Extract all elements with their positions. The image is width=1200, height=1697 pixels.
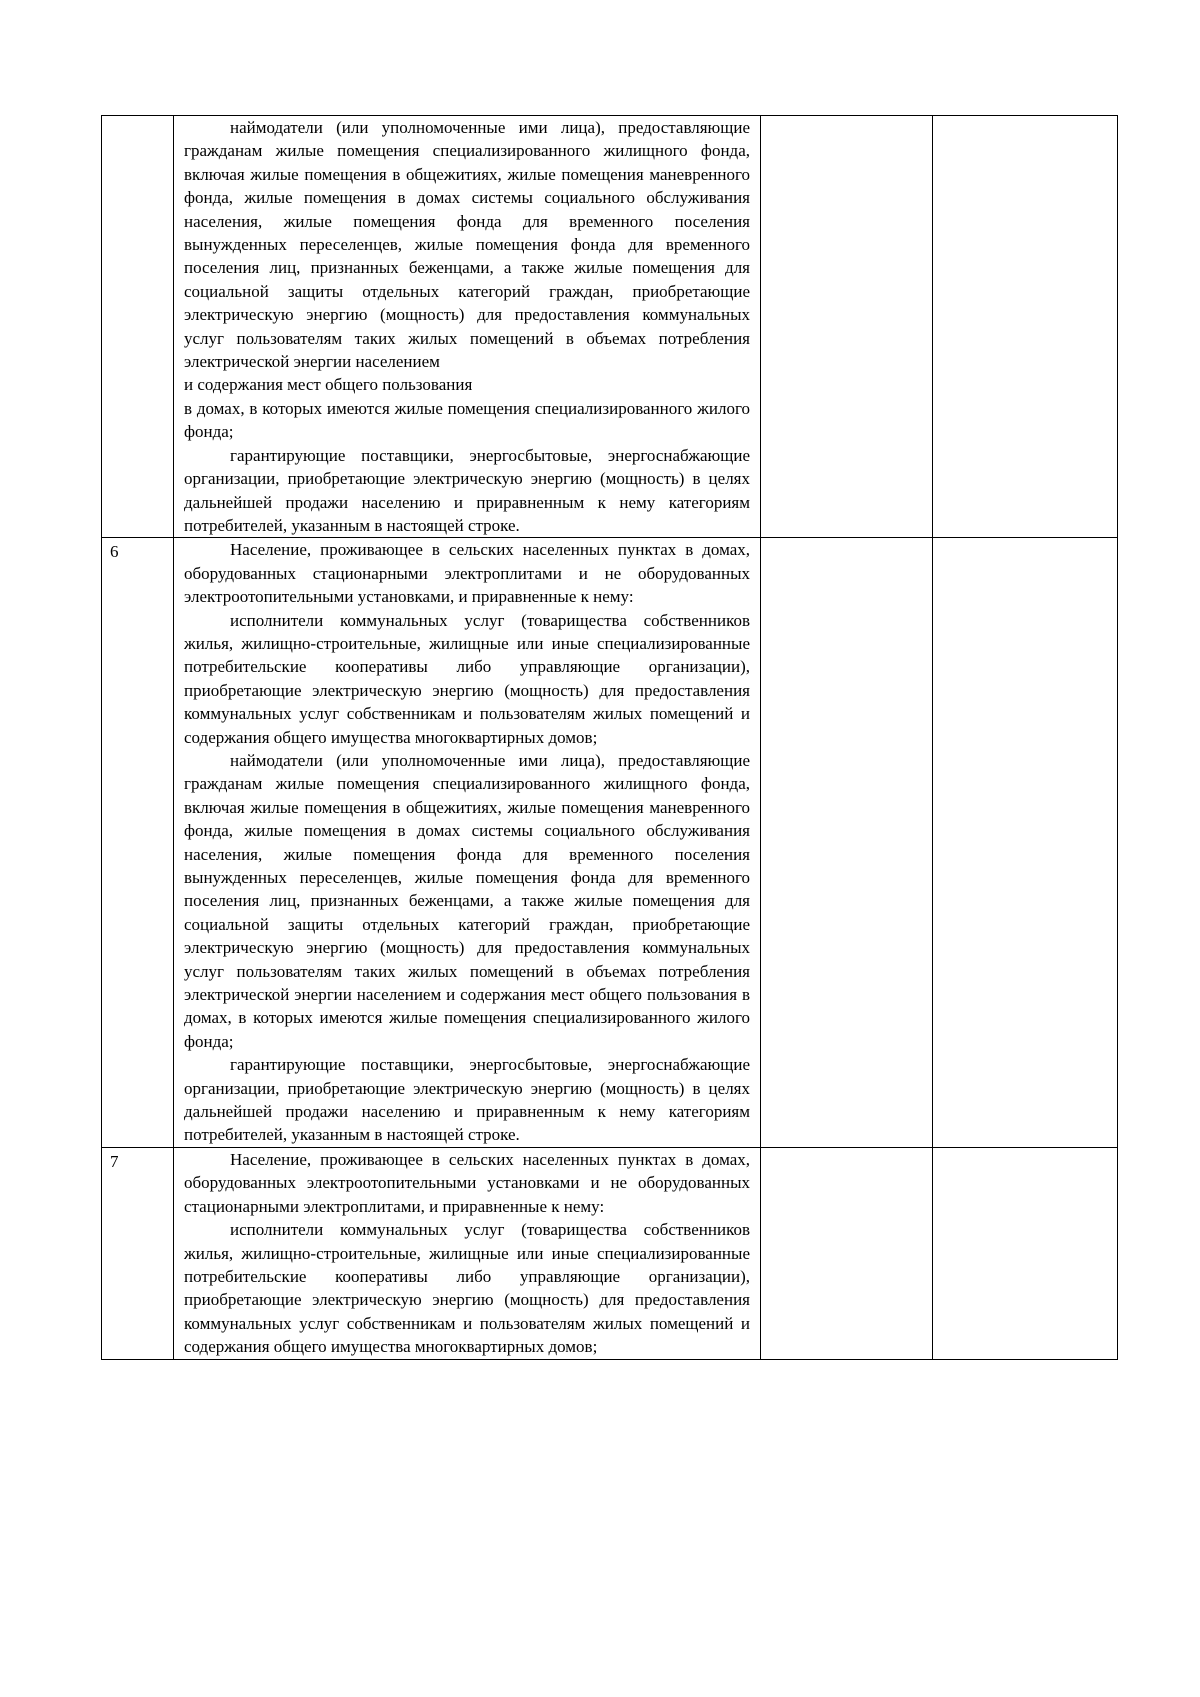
description-paragraph: исполнители коммунальных услуг (товарищества собственников жилья, жилищно-строительные, жилищные или иные специализированные потребительские кооперативы либо управляющие организации), приобретающие электрическую энергию (мощность) для предоставления коммунальных услуг собственникам и пользователям жилых помещений и содержания общего имущества многоквартирных домов; xyxy=(184,610,750,747)
table-body xyxy=(102,116,1118,1360)
row-number-cell: 6 xyxy=(102,538,174,1148)
table-row xyxy=(102,116,1118,538)
row-description-cell xyxy=(174,116,761,538)
description-paragraph: гарантирующие поставщики, энергосбытовые, энергоснабжающие организации, приобретающие электрическую энергию (мощность) в целях дальнейшей продажи населению и приравненным к нему категориям потребителей, указанным в настоящей строке. xyxy=(184,1055,750,1145)
row-number-cell xyxy=(102,116,174,538)
description-paragraph: исполнители коммунальных услуг (товарищества собственников жилья, жилищно-строительные, жилищные или иные специализированные потребительские кооперативы либо управляющие организации), приобретающие электрическую энергию (мощность) для предоставления коммунальных услуг собственникам и пользователям жилых помещений и содержания общего имущества многоквартирных домов; xyxy=(184,1220,750,1357)
value-cell-2 xyxy=(933,1147,1118,1359)
value-cell-1 xyxy=(761,116,933,538)
row-description-cell xyxy=(174,1147,761,1359)
description-paragraph: Население, проживающее в сельских населенных пунктах в домах, оборудованных электроотопительными установками и не оборудованных стационарными электроплитами, и приравненные к нему: xyxy=(184,1149,750,1216)
row-number-cell: 7 xyxy=(102,1147,174,1359)
tariff-table xyxy=(101,115,1118,1360)
value-cell-1 xyxy=(761,538,933,1148)
row-description-cell xyxy=(174,538,761,1148)
description-paragraph: гарантирующие поставщики, энергосбытовые, энергоснабжающие организации, приобретающие электрическую энергию (мощность) в целях дальнейшей продажи населению и приравненным к нему категориям потребителей, указанным в настоящей строке. xyxy=(184,445,750,535)
description-paragraph: наймодатели (или уполномоченные ими лица), предоставляющие гражданам жилые помещения специализированного жилищного фонда, включая жилые помещения в общежитиях, жилые помещения маневренного фонда, жилые помещения в домах системы социального обслуживания населения, жилые помещения фонда для временного поселения вынужденных переселенцев, жилые помещения фонда для временного поселения лиц, признанных беженцами, а также жилые помещения для социальной защиты отдельных категорий граждан, приобретающие электрическую энергию (мощность) для предоставления коммунальных услуг пользователям таких жилых помещений в объемах потребления электрической энергии населением и содержания мест общего пользования в домах, в которых имеются жилые помещения специализированного жилого фонда; xyxy=(184,118,750,442)
table-row xyxy=(102,538,1118,1148)
description-paragraph: Население, проживающее в сельских населенных пунктах в домах, оборудованных стационарными электроплитами и не оборудованных электроотопительными установками, и приравненные к нему: xyxy=(184,540,750,607)
table-row xyxy=(102,1147,1118,1359)
value-cell-2 xyxy=(933,116,1118,538)
value-cell-1 xyxy=(761,1147,933,1359)
description-paragraph: наймодатели (или уполномоченные ими лица), предоставляющие гражданам жилые помещения специализированного жилищного фонда, включая жилые помещения в общежитиях, жилые помещения маневренного фонда, жилые помещения в домах системы социального обслуживания населения, жилые помещения фонда для временного поселения вынужденных переселенцев, жилые помещения фонда для временного поселения лиц, признанных беженцами, а также жилые помещения для социальной защиты отдельных категорий граждан, приобретающие электрическую энергию (мощность) для предоставления коммунальных услуг пользователям таких жилых помещений в объемах потребления электрической энергии населением и содержания мест общего пользования в домах, в которых имеются жилые помещения специализированного жилого фонда; xyxy=(184,750,750,1051)
value-cell-2 xyxy=(933,538,1118,1148)
